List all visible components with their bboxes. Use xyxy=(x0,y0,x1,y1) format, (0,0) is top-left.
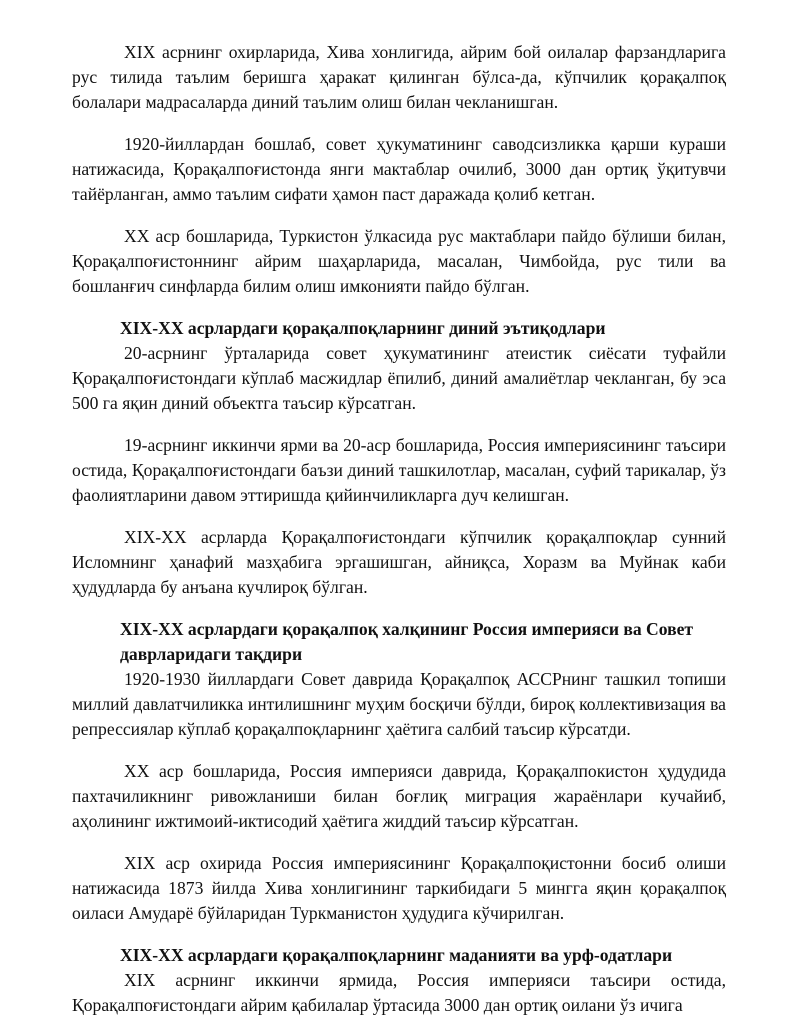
paragraph-hanafi-islam: XIX-XX асрларда Қорақалпоғистондаги кўпчилик қорақалпоқлар сунний Исломнинг ҳанафий мазҳабига эргашишган, айниқса, Хоразм ва Муйнак каби ҳудудларда бу анъана кучлироқ бўлган. xyxy=(72,527,726,597)
paragraph-assr-founding: 1920-1930 йиллардаги Совет даврида Қорақалпоқ АССРнинг ташкил топиши миллий давлатчиликка интилишнинг муҳим босқичи бўлди, бироқ коллективизация ва репрессиялар кўплаб қорақалпоқларнинг ҳаётига салбий таъсир кўрсатди. xyxy=(72,669,726,739)
section-heading-culture: XIX-XX асрлардаги қорақалпоқларнинг маданияти ва урф-одатлари xyxy=(120,945,673,965)
paragraph-russian-schools: XX аср бошларида, Туркистон ўлкасида рус мактаблари пайдо бўлиши билан, Қорақалпоғистоннинг айрим шаҳарларида, масалан, Чимбойда, рус тили ва бошланғич синфларда билим олиш имконияти пайдо бўлган. xyxy=(72,226,726,296)
paragraph-school-khiva: XIX асрнинг охирларида, Хива хонлигида, айрим бой оилалар фарзандларига рус тилида таълим беришга ҳаракат қилинган бўлса-да, кўпчилик қорақалпоқ болалари мадрасаларда диний таълим олиш билан чекланишган. xyxy=(72,42,726,112)
paragraph-tribes: XIX асрнинг иккинчи ярмида, Россия империяси таъсири остида, Қорақалпоғистондаги айрим қабилалар ўртасида 3000 дан ортиқ оилани ўз ичига xyxy=(72,970,726,1015)
section-heading-fate: XIX-XX асрлардаги қорақалпоқ халқининг Россия империяси ва Совет даврларидаги тақдири xyxy=(120,619,694,664)
paragraph-resettlement-1873: XIX аср охирида Россия империясининг Қорақалпоқистонни босиб олиши натижасида 1873 йилда Хива хонлигининг таркибидаги 5 мингга яқин қорақалпоқ оиласи Амударё бўйларидан Туркманистон ҳудудига кўчирилган. xyxy=(72,853,726,923)
paragraph-soviet-schools: 1920-йиллардан бошлаб, совет ҳукуматининг саводсизликка қарши кураши натижасида, Қорақалпоғистонда янги мактаблар очилиб, 3000 дан ортиқ ўқитувчи тайёрланган, аммо таълим сифати ҳамон паст даражада қолиб кетган. xyxy=(72,134,726,204)
paragraph-atheist-policy: 20-асрнинг ўрталарида совет ҳукуматининг атеистик сиёсати туфайли Қорақалпоғистондаги кўплаб масжидлар ёпилиб, диний амалиётлар чекланган, бу эса 500 га яқин диний объектга таъсир кўрсатган. xyxy=(72,343,726,413)
paragraph-sufi-orders: 19-асрнинг иккинчи ярми ва 20-аср бошларида, Россия империясининг таъсири остида, Қорақалпоғистондаги баъзи диний ташкилотлар, масалан, суфий тарикалар, ўз фаолиятларини давом эттиришда қийинчиликларга дуч келишган. xyxy=(72,435,726,505)
paragraph-cotton-migration: XX аср бошларида, Россия империяси даврида, Қорақалпокистон ҳудудида пахтачиликнинг ривожланиши билан боғлиқ миграция жараёнлари кучайиб, аҳолининг ижтимоий-иктисодий ҳаётига жиддий таъсир кўрсатган. xyxy=(72,761,726,831)
section-heading-religion: XIX-XX асрлардаги қорақалпоқларнинг диний эътиқодлари xyxy=(120,318,606,338)
document-page xyxy=(72,40,726,1035)
